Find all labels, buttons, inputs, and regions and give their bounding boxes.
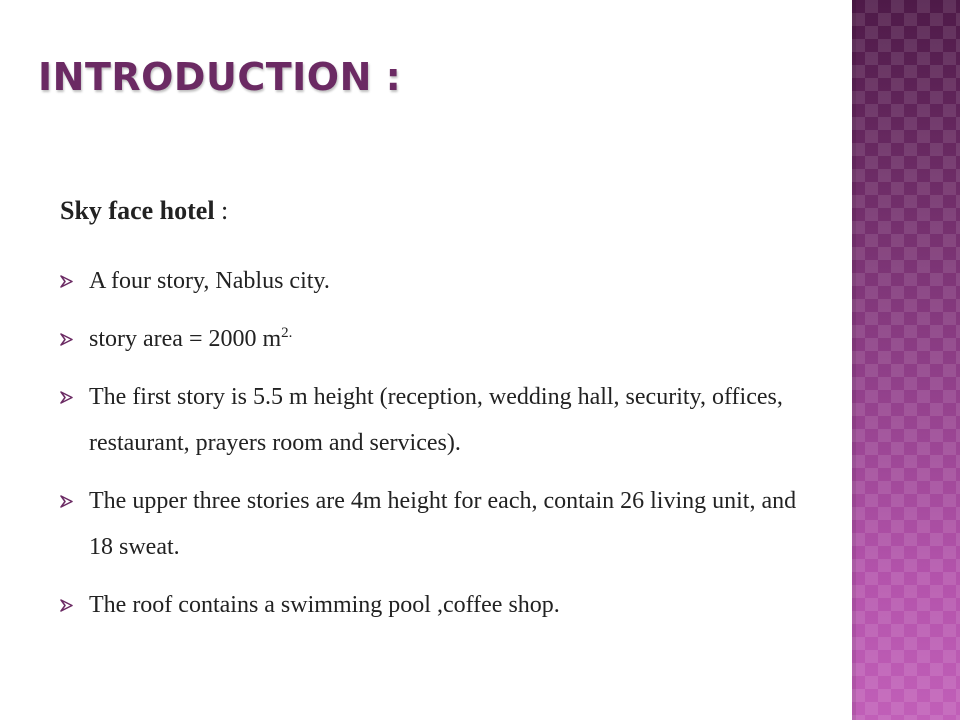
bullet-item [60, 374, 820, 466]
slide-title: INTRODUCTION : [38, 55, 402, 99]
arrow-bullet-icon [60, 374, 74, 420]
bullet-text: story area = 2000 m [89, 326, 282, 352]
arrow-bullet-icon [60, 478, 74, 524]
bullet-item [60, 258, 820, 304]
subtitle-rest: : [214, 196, 229, 225]
arrow-bullet-icon [60, 258, 74, 304]
decorative-side-panel [852, 0, 960, 720]
bullet-superscript: 2. [281, 325, 293, 341]
bullet-text: The upper three stories are 4m height for each, contain 26 living unit, and 18 sweat. [89, 488, 797, 560]
bullet-item [60, 316, 820, 362]
arrow-bullet-icon [60, 582, 74, 628]
bullet-list [60, 258, 820, 640]
bullet-text: A four story, Nablus city. [89, 268, 330, 294]
bullet-item [60, 478, 820, 570]
bullet-text: The first story is 5.5 m height (reception, wedding hall, security, offices, restaurant, prayers room and services). [89, 384, 783, 456]
subtitle-bold: Sky face hotel [60, 196, 215, 225]
arrow-bullet-icon [60, 316, 74, 362]
side-panel-edge [852, 0, 856, 720]
bullet-text: The roof contains a swimming pool ,coffee shop. [89, 592, 560, 618]
bullet-item [60, 582, 820, 628]
slide-subtitle [60, 196, 228, 226]
